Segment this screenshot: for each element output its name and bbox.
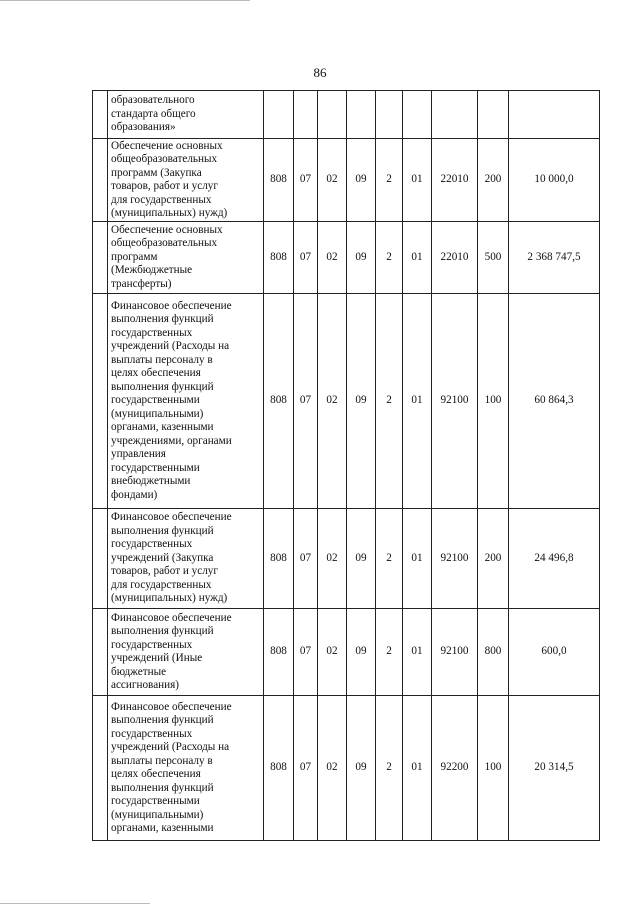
amount-cell: 60 864,3 <box>509 294 600 509</box>
table-row <box>93 91 600 139</box>
code-cell: 07 <box>294 222 318 294</box>
code-cell: 02 <box>318 139 347 222</box>
code-cell: 500 <box>478 222 509 294</box>
row-number-cell <box>93 139 108 222</box>
expense-name-cell <box>108 222 264 294</box>
code-cell <box>347 91 376 139</box>
code-cell: 01 <box>403 294 432 509</box>
code-cell: 92100 <box>432 609 478 696</box>
code-cell: 2 <box>376 609 403 696</box>
expense-name-cell <box>108 696 264 841</box>
code-cell: 02 <box>318 222 347 294</box>
expense-name: Финансовое обеспечение выполнения функций государственных учреждений (Иные бюджетные ассигнования) <box>111 611 232 691</box>
expense-name: образовательного стандарта общего образования» <box>111 94 196 134</box>
code-cell <box>432 91 478 139</box>
table-row <box>93 696 600 841</box>
code-cell: 100 <box>478 294 509 509</box>
code-cell: 07 <box>294 139 318 222</box>
code-cell <box>264 91 294 139</box>
code-cell: 92200 <box>432 696 478 841</box>
code-cell: 09 <box>347 509 376 609</box>
row-number-cell <box>93 696 108 841</box>
code-cell: 200 <box>478 509 509 609</box>
code-cell <box>376 91 403 139</box>
code-cell: 02 <box>318 509 347 609</box>
code-cell: 2 <box>376 222 403 294</box>
table-row <box>93 139 600 222</box>
amount-cell: 2 368 747,5 <box>509 222 600 294</box>
code-cell: 92100 <box>432 509 478 609</box>
row-number-cell <box>93 222 108 294</box>
code-cell: 02 <box>318 696 347 841</box>
code-cell: 01 <box>403 139 432 222</box>
code-cell <box>318 91 347 139</box>
code-cell: 2 <box>376 294 403 509</box>
row-number-cell <box>93 609 108 696</box>
page-number: 86 <box>313 65 327 80</box>
code-cell: 09 <box>347 696 376 841</box>
amount-cell: 24 496,8 <box>509 509 600 609</box>
code-cell: 09 <box>347 294 376 509</box>
code-cell: 808 <box>264 696 294 841</box>
table-row <box>93 509 600 609</box>
code-cell: 2 <box>376 139 403 222</box>
code-cell: 09 <box>347 139 376 222</box>
code-cell: 02 <box>318 294 347 509</box>
row-number-cell <box>93 91 108 139</box>
table-row <box>93 294 600 509</box>
amount-cell: 600,0 <box>509 609 600 696</box>
expense-name: Финансовое обеспечение выполнения функций государственных учреждений (Расходы на выплаты персоналу в целях обеспечения выполнения функций государственными (муниципальными) органами, казенными <box>111 700 232 834</box>
row-number-cell <box>93 294 108 509</box>
code-cell: 100 <box>478 696 509 841</box>
expense-name-cell <box>108 91 264 139</box>
expense-name-cell <box>108 139 264 222</box>
amount-cell: 10 000,0 <box>509 139 600 222</box>
code-cell: 01 <box>403 696 432 841</box>
expense-name: Финансовое обеспечение выполнения функций государственных учреждений (Закупка товаров, работ и услуг для государственных (муниципальных) нужд) <box>111 511 232 605</box>
code-cell: 2 <box>376 509 403 609</box>
code-cell <box>294 91 318 139</box>
code-cell: 01 <box>403 609 432 696</box>
code-cell: 2 <box>376 696 403 841</box>
code-cell: 200 <box>478 139 509 222</box>
budget-table <box>92 90 600 841</box>
code-cell: 07 <box>294 509 318 609</box>
code-cell: 07 <box>294 294 318 509</box>
code-cell: 09 <box>347 222 376 294</box>
code-cell: 808 <box>264 509 294 609</box>
expense-name-cell <box>108 509 264 609</box>
code-cell: 01 <box>403 222 432 294</box>
code-cell: 02 <box>318 609 347 696</box>
code-cell: 22010 <box>432 139 478 222</box>
code-cell <box>403 91 432 139</box>
code-cell <box>478 91 509 139</box>
code-cell: 09 <box>347 609 376 696</box>
code-cell: 808 <box>264 222 294 294</box>
expense-name: Обеспечение основных общеобразовательных программ (Закупка товаров, работ и услуг для государственных (муниципальных) нужд) <box>111 139 228 219</box>
expense-name-cell <box>108 294 264 509</box>
code-cell: 808 <box>264 294 294 509</box>
code-cell: 07 <box>294 609 318 696</box>
expense-name: Обеспечение основных общеобразовательных программ (Межбюджетные трансферты) <box>111 223 223 290</box>
scan-edge-top <box>0 0 250 1</box>
scan-edge-bottom <box>0 903 150 904</box>
table-row <box>93 609 600 696</box>
code-cell: 92100 <box>432 294 478 509</box>
code-cell: 808 <box>264 609 294 696</box>
code-cell: 22010 <box>432 222 478 294</box>
table-row <box>93 222 600 294</box>
code-cell: 07 <box>294 696 318 841</box>
row-number-cell <box>93 509 108 609</box>
expense-name: Финансовое обеспечение выполнения функций государственных учреждений (Расходы на выплаты персоналу в целях обеспечения выполнения функций государственными (муниципальными) органами, казенными учреждениями, органами управления государственными внебюджетными фондами) <box>111 299 232 501</box>
code-cell: 808 <box>264 139 294 222</box>
amount-cell <box>509 91 600 139</box>
amount-cell: 20 314,5 <box>509 696 600 841</box>
code-cell: 800 <box>478 609 509 696</box>
code-cell: 01 <box>403 509 432 609</box>
expense-name-cell <box>108 609 264 696</box>
